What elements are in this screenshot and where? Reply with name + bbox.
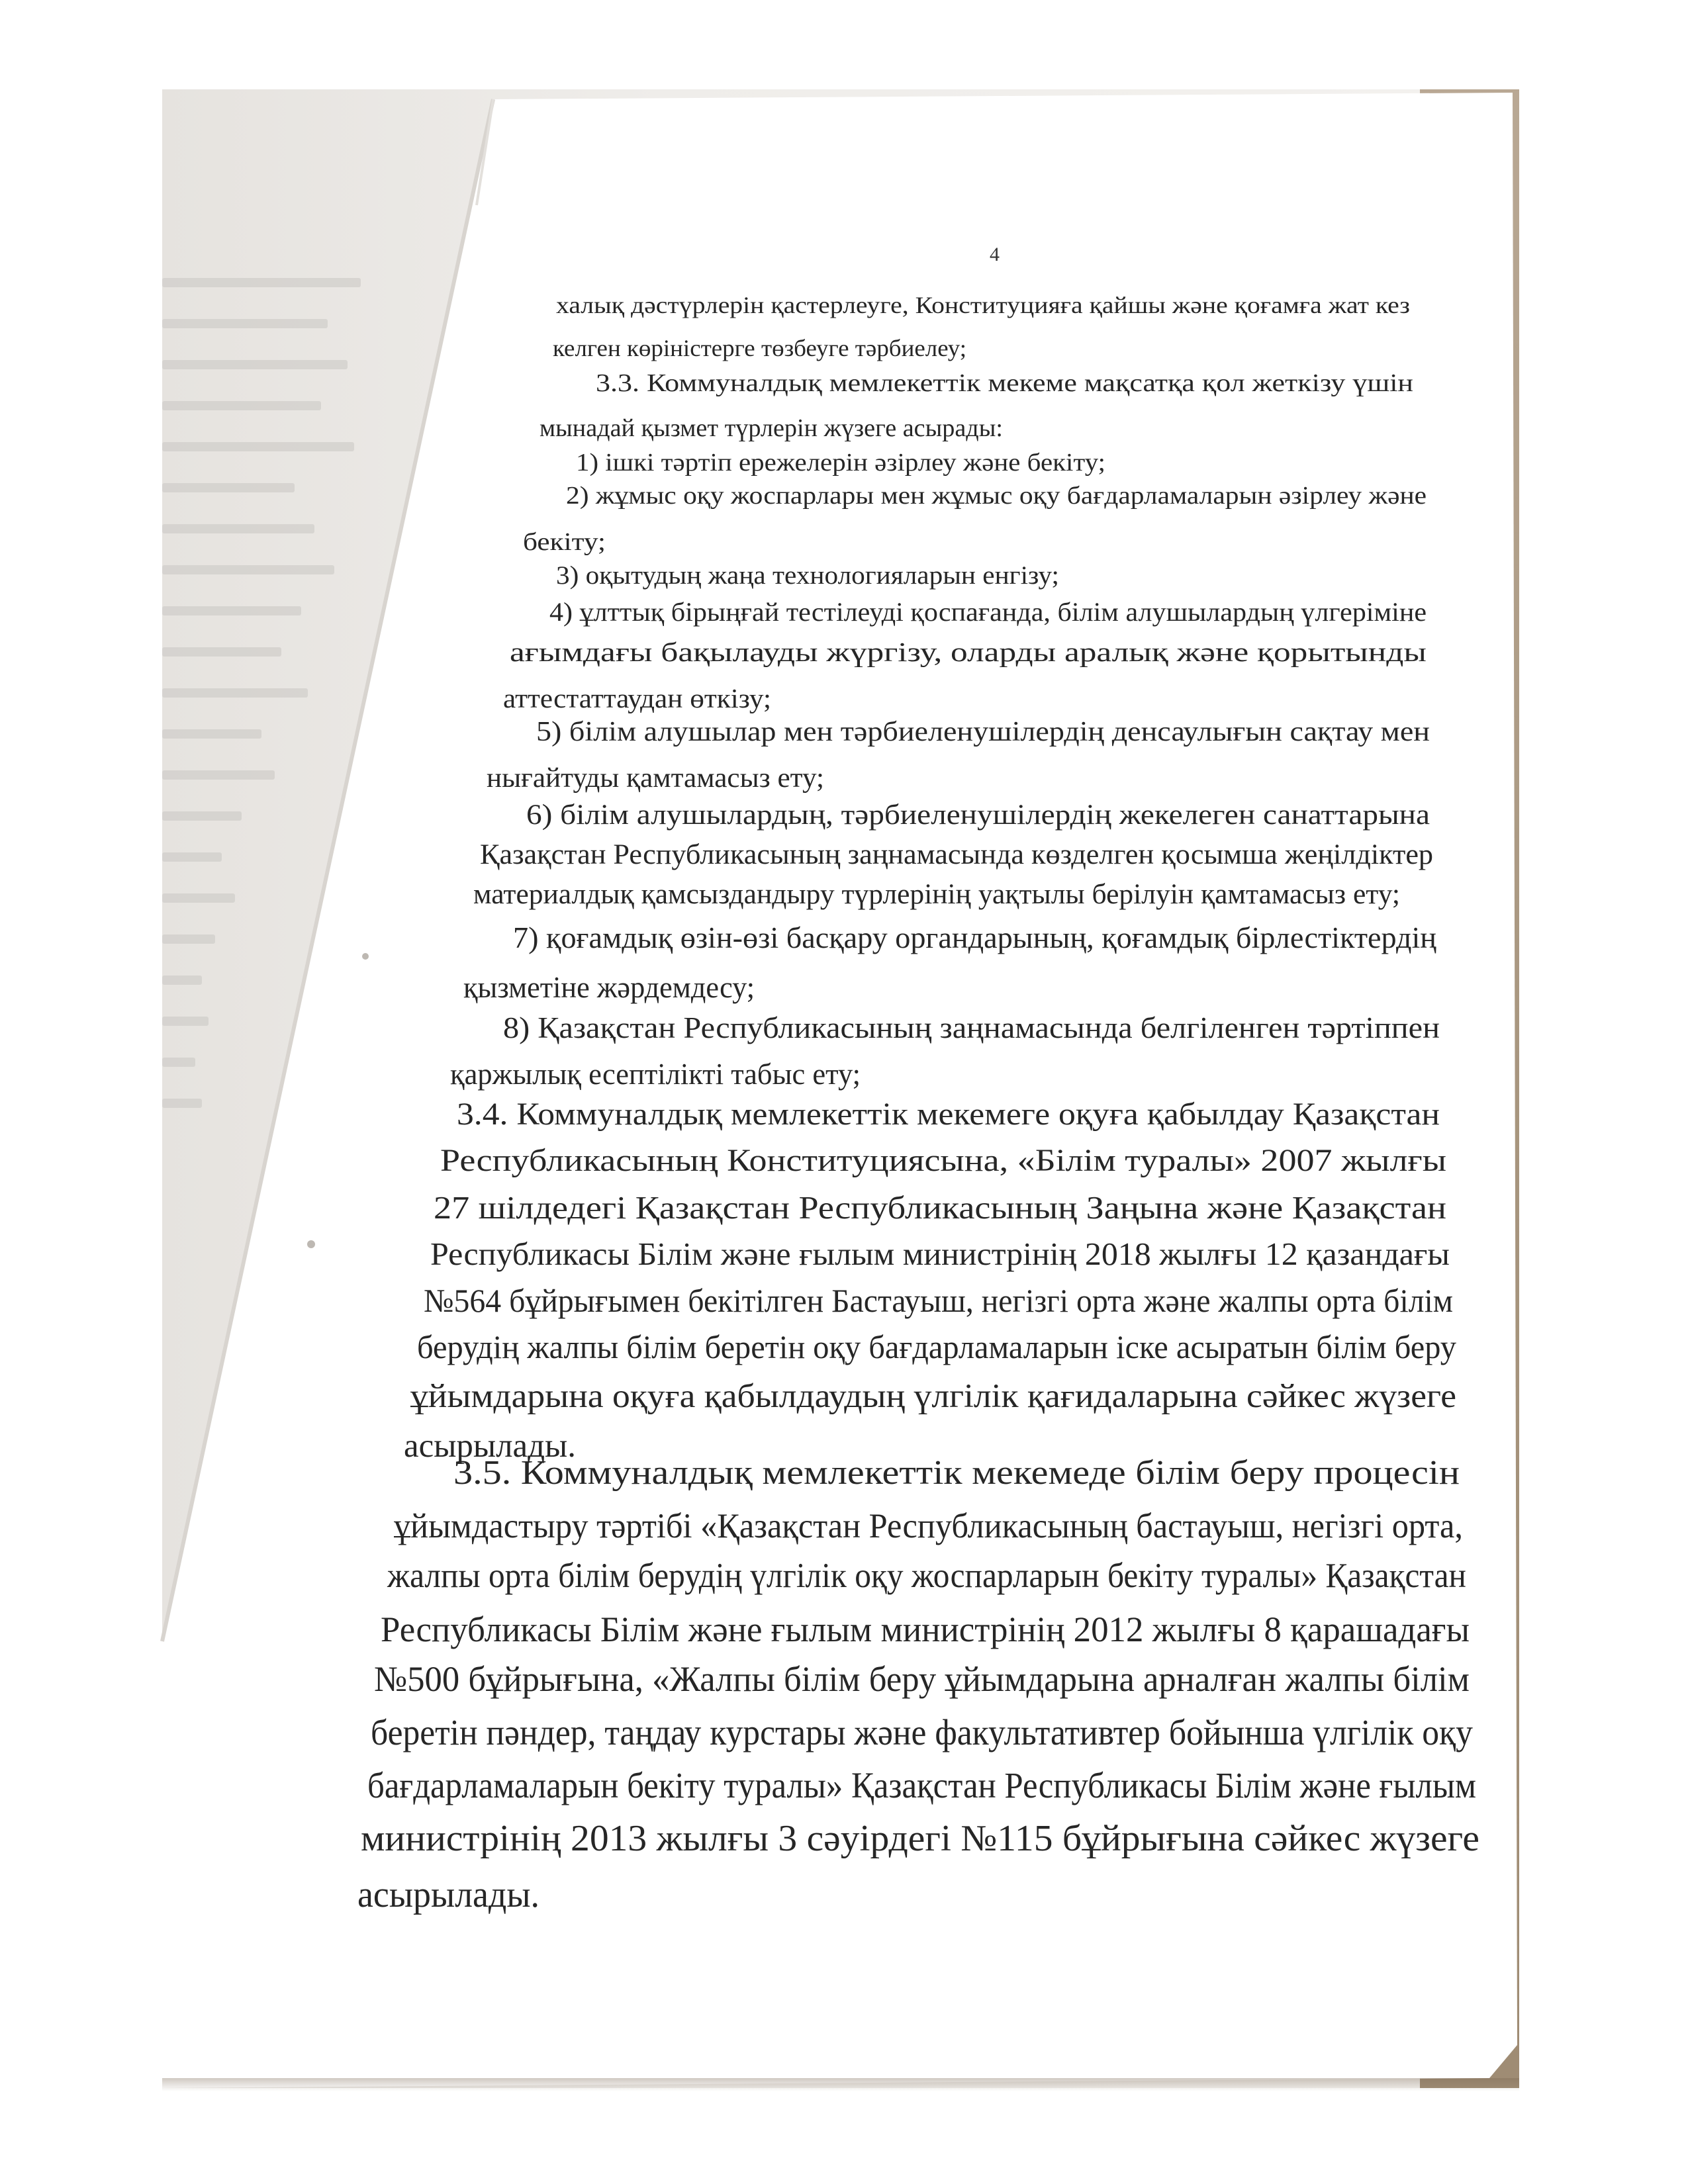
text-line: 2) жұмыс оқу жоспарлары мен жұмыс оқу бағдарламаларын әзірлеу және	[566, 482, 1427, 510]
text-line: мынадай қызмет түрлерін жүзеге асырады:	[539, 414, 1003, 442]
text-line: 3) оқытудың жаңа технологияларын енгізу;	[556, 561, 1059, 590]
text-line: асырылады.	[404, 1428, 576, 1465]
text-line: ұйымдастыру тәртібі «Қазақстан Республикасының бастауыш, негізгі орта,	[394, 1507, 1463, 1545]
text-line: ұйымдарына оқуға қабылдаудың үлгілік қағидаларына сәйкес жүзеге	[410, 1378, 1457, 1415]
text-line: 4) ұлттық бірыңғай тестілеуді қоспағанда, білім алушылардың үлгеріміне	[549, 597, 1427, 627]
text-line: 6) білім алушылардың, тәрбиеленушілердің жекелеген санаттарына	[526, 799, 1430, 831]
text-line: келген көріністерге төзбеуге тәрбиелеу;	[553, 335, 966, 361]
text-line: жалпы орта білім берудің үлгілік оқу жоспарларын бекіту туралы» Қазақстан	[387, 1557, 1466, 1595]
text-line: 1) ішкі тәртіп ережелерін әзірлеу және бекіту;	[576, 449, 1105, 477]
text-line: 3.4. Коммуналдық мемлекеттік мекемеге оқуға қабылдау Қазақстан	[457, 1097, 1440, 1132]
text-line: министрінің 2013 жылғы 3 сәуірдегі №115 бұйрығына сәйкес жүзеге	[361, 1818, 1479, 1859]
text-line: Республикасының Конституциясына, «Білім туралы» 2007 жылғы	[440, 1143, 1447, 1178]
text-line: Республикасы Білім және ғылым министрінің 2012 жылғы 8 қарашадағы	[381, 1610, 1470, 1649]
text-line: №564 бұйрығымен бекітілген Бастауыш, негізгі орта және жалпы орта білім	[424, 1282, 1454, 1319]
text-line: 27 шілдедегі Қазақстан Республикасының Заңына және Қазақстан	[434, 1189, 1447, 1226]
page-bottom-shadow	[162, 2078, 1519, 2091]
text-line: 8) Қазақстан Республикасының заңнамасында белгіленген тәртіппен	[503, 1011, 1440, 1044]
text-line: Республикасы Білім және ғылым министрінің 2018 жылғы 12 қазандағы	[430, 1236, 1450, 1272]
text-line: беретін пәндер, таңдау курстары және факультативтер бойынша үлгілік оқу	[371, 1712, 1473, 1752]
text-line: материалдық қамсыздандыру түрлерінің уақтылы берілуін қамтамасыз ету;	[473, 879, 1401, 910]
text-line: нығайтуды қамтамасыз ету;	[487, 763, 824, 794]
text-line: 3.3. Коммуналдық мемлекеттік мекеме мақсатқа қол жеткізу үшін	[596, 369, 1413, 397]
text-line: берудің жалпы білім беретін оқу бағдарламаларын іске асыратын білім беру	[417, 1328, 1456, 1365]
text-line: қаржылық есептілікті табыс ету;	[450, 1057, 861, 1091]
text-line: қызметіне жәрдемдесу;	[463, 971, 755, 1004]
text-line: 7) қоғамдық өзін-өзі басқару органдарының, қоғамдық бірлестіктердің	[513, 921, 1437, 954]
text-line: ағымдағы бақылауды жүргізу, оларды аралық және қорытынды	[510, 637, 1427, 667]
text-line: халық дәстүрлерін қастерлеуге, Конституцияға қайшы және қоғамға жат кез	[556, 292, 1410, 318]
text-line: №500 бұйрығына, «Жалпы білім беру ұйымдарына арналған жалпы білім	[374, 1659, 1470, 1699]
text-line: бағдарламаларын бекіту туралы» Қазақстан Республикасы Білім және ғылым	[367, 1765, 1477, 1805]
text-line: аттестаттаудан өткізу;	[503, 683, 771, 713]
text-line: 5) білім алушылар мен тәрбиеленушілердің денсаулығын сақтау мен	[536, 717, 1430, 747]
page-number: 4	[990, 244, 1000, 265]
text-line: бекіту;	[523, 528, 606, 556]
text-line: Қазақстан Республикасының заңнамасында көзделген қосымша жеңілдіктер	[480, 839, 1434, 870]
text-line: 3.5. Коммуналдық мемлекеттік мекемеде білім беру процесін	[453, 1454, 1460, 1492]
text-line: асырылады.	[357, 1874, 539, 1915]
